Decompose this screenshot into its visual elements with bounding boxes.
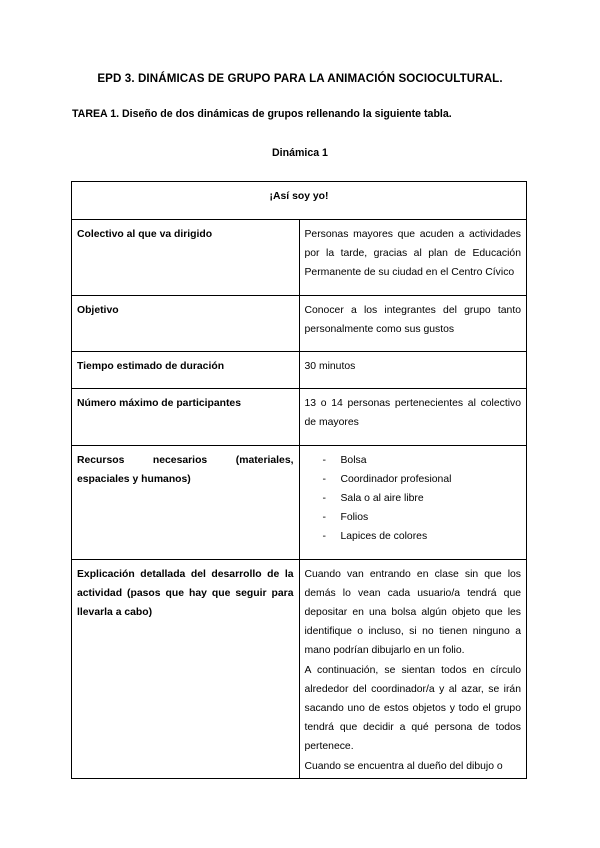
paragraph: Cuando van entrando en clase sin que los demás lo vean cada usuario/a tendrá que depositar en una bolsa algún objeto que les identifique o incluso, si no tienen ninguno a mano podrían dibujarlo en un folio.: [304, 568, 521, 657]
row-label-colectivo: Colectivo al que va dirigido: [72, 220, 300, 296]
row-value-colectivo: Personas mayores que acuden a actividades por la tarde, gracias al plan de Educación Permanente de su ciudad en el Centro Cívico: [299, 220, 527, 296]
table-header: ¡Así soy yo!: [72, 182, 527, 220]
row-label-participantes: Número máximo de participantes: [72, 389, 300, 445]
row-value-explicacion: [299, 559, 527, 778]
document-title: EPD 3. DINÁMICAS DE GRUPO PARA LA ANIMACIÓN SOCIOCULTURAL.: [97, 72, 503, 85]
list-item: - Folios: [305, 508, 522, 527]
row-label-objetivo: Objetivo: [72, 295, 300, 351]
row-value-objetivo: Conocer a los integrantes del grupo tanto personalmente como sus gustos: [299, 295, 527, 351]
list-item: - Coordinador profesional: [305, 470, 522, 489]
list-item: - Lapices de colores: [305, 527, 522, 546]
resources-list: [305, 451, 522, 547]
row-value-participantes: 13 o 14 personas pertenecientes al colectivo de mayores: [299, 389, 527, 445]
row-label-recursos: Recursos necesarios (materiales, espaciales y humanos): [72, 445, 300, 559]
table-row: [72, 220, 527, 296]
row-value-recursos: [299, 445, 527, 559]
table-row: [72, 352, 527, 389]
list-item: - Sala o al aire libre: [305, 489, 522, 508]
row-label-explicacion: Explicación detallada del desarrollo de la actividad (pasos que hay que seguir para llevarla a cabo): [72, 559, 300, 778]
dynamic-subtitle: Dinámica 1: [272, 147, 328, 159]
table-header-row: [72, 182, 527, 220]
table-row: [72, 295, 527, 351]
task-heading: TAREA 1. Diseño de dos dinámicas de grupos rellenando la siguiente tabla.: [72, 108, 452, 120]
list-item: - Bolsa: [305, 451, 522, 470]
table-row: [72, 389, 527, 445]
paragraph: A continuación, se sientan todos en círculo alrededor del coordinador/a y al azar, se irán sacando uno de estos objetos y todo el grupo tendrá que decidir a qué persona de todos pertenece.: [304, 664, 521, 753]
table-row: [72, 445, 527, 559]
row-label-tiempo: Tiempo estimado de duración: [72, 352, 300, 389]
table-row: [72, 559, 527, 778]
row-value-tiempo: 30 minutos: [299, 352, 527, 389]
paragraph: Cuando se encuentra al dueño del dibujo o: [304, 760, 503, 772]
dynamic-table: [71, 181, 527, 779]
